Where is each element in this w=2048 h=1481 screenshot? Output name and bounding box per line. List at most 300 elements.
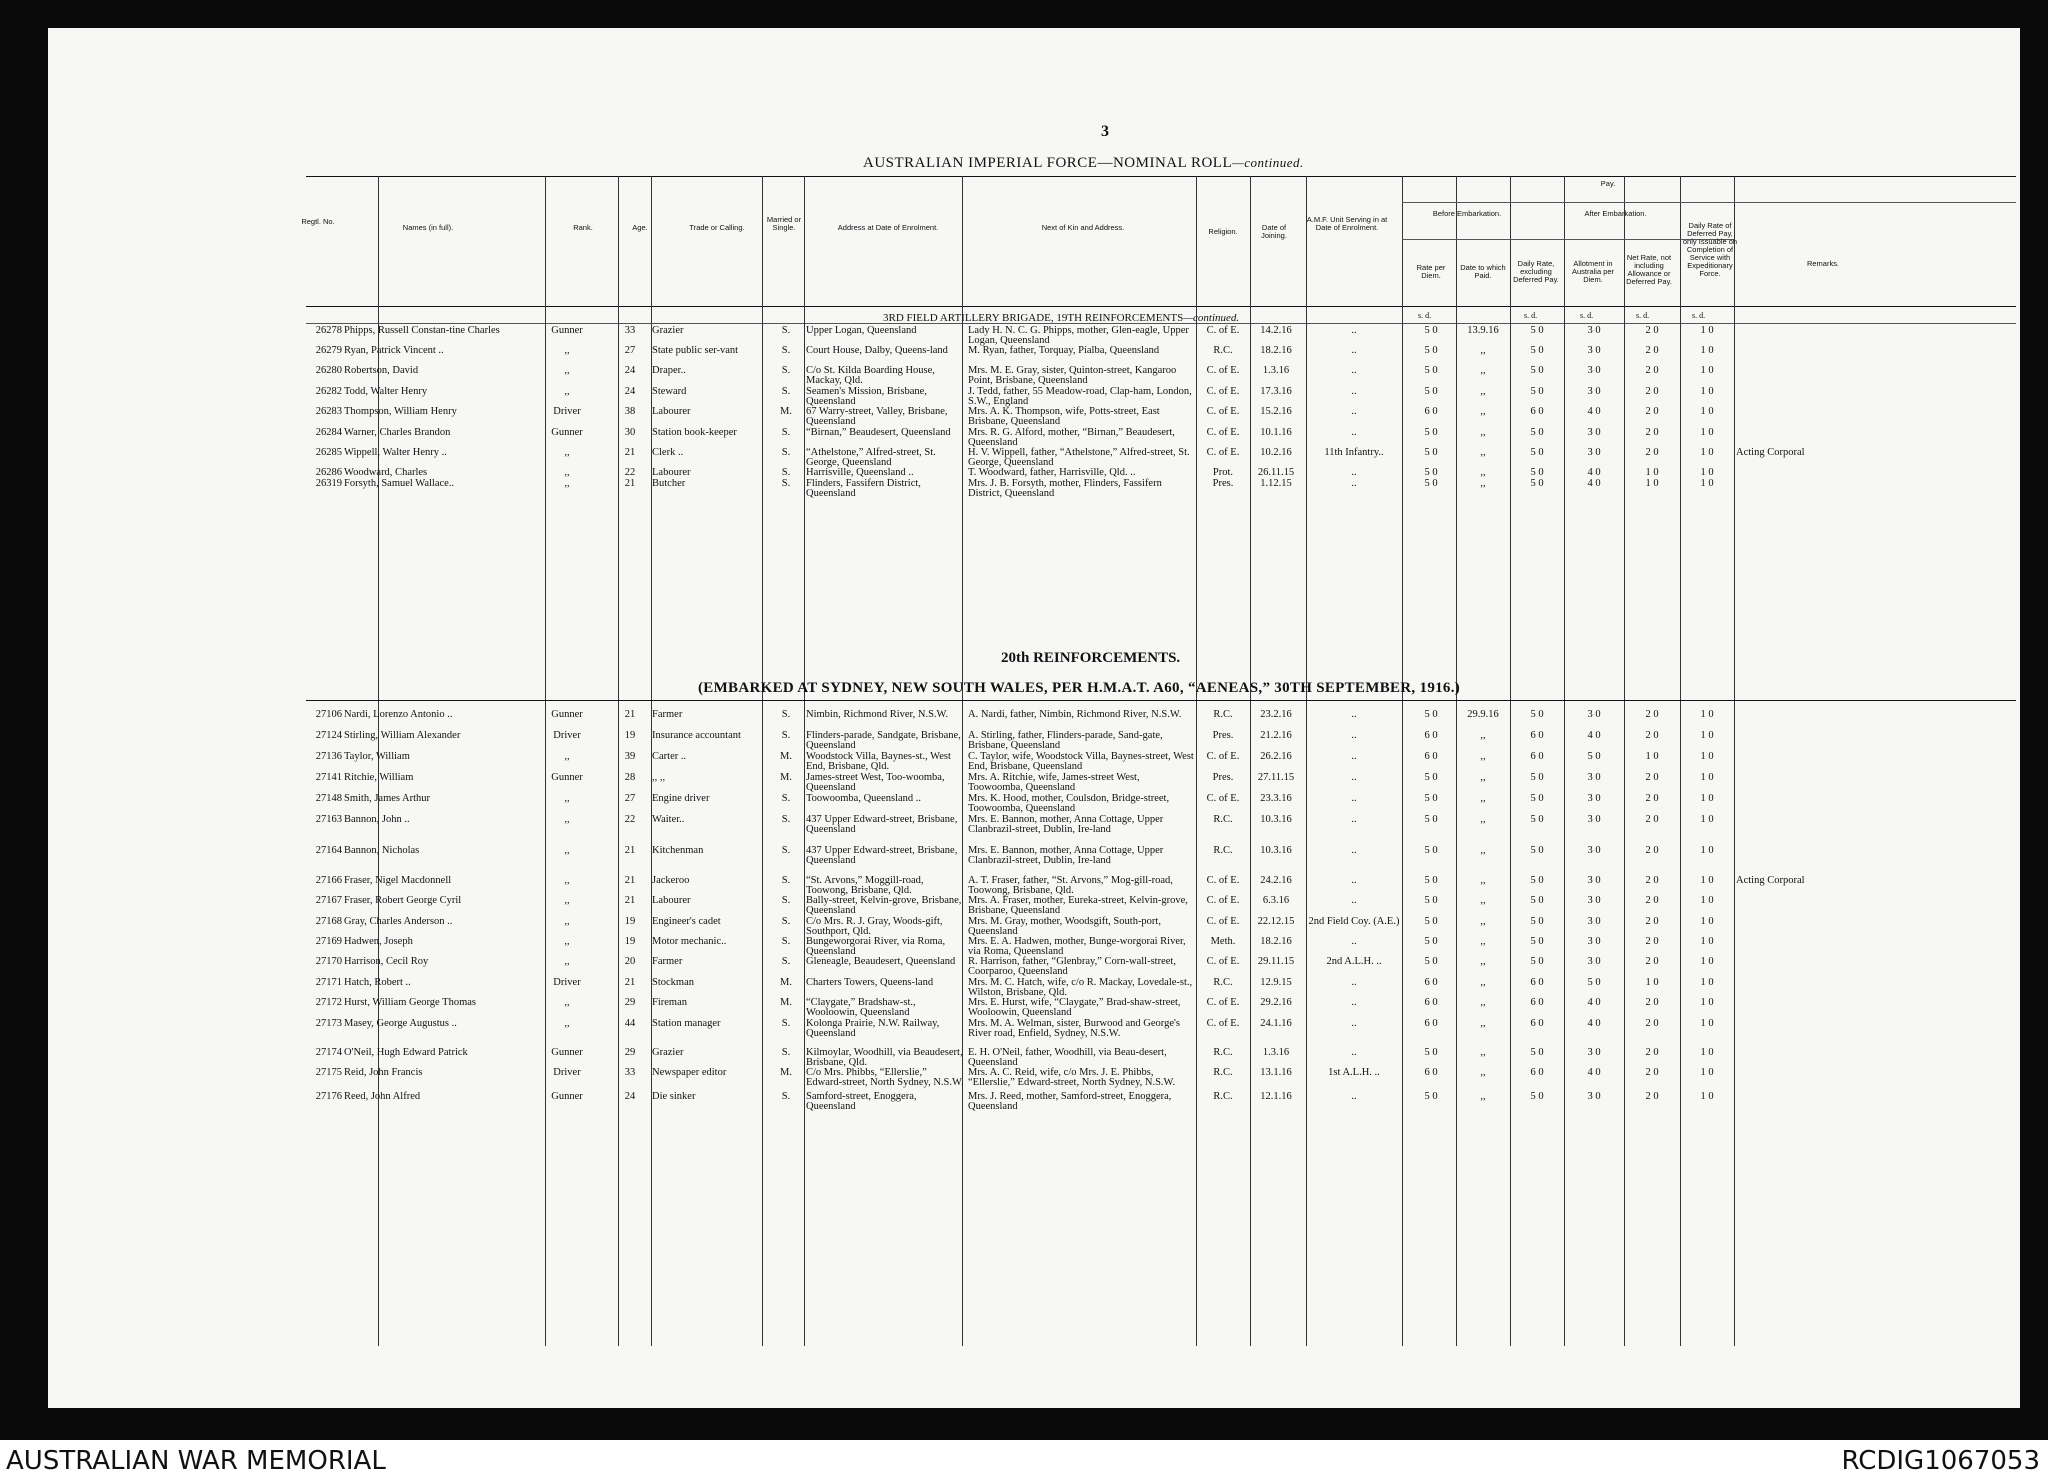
cell-paid: ,, (1480, 467, 1486, 478)
cell-addr: 437 Upper Edward-street, Brisbane, Queensland (806, 814, 958, 835)
cell-rate: 5 0 (1424, 845, 1438, 856)
cell-rate: 5 0 (1424, 814, 1438, 825)
cell-ms: S. (781, 365, 791, 376)
cell-paid: 29.9.16 (1467, 709, 1499, 720)
cell-net: 2 0 (1645, 936, 1659, 947)
cell-allot: 3 0 (1587, 365, 1601, 376)
cell-paid: ,, (1480, 772, 1486, 783)
cell-rate: 5 0 (1424, 447, 1438, 458)
cell-name: Phipps, Russell Constan-tine Charles (344, 325, 500, 336)
cell-daily: 5 0 (1530, 916, 1544, 927)
cell-daily: 6 0 (1530, 1067, 1544, 1078)
cell-rank: Driver (553, 406, 581, 417)
cell-no: 27148 (315, 793, 342, 804)
cell-paid: ,, (1480, 345, 1486, 356)
cell-addr: Seamen's Mission, Brisbane, Queensland (806, 386, 927, 407)
cell-date: 10.1.16 (1260, 427, 1292, 438)
cell-net: 2 0 (1645, 875, 1659, 886)
cell-trade: Fireman (652, 997, 687, 1008)
cell-trade: Clerk .. (652, 447, 684, 458)
cell-trade: Jackeroo (652, 875, 690, 886)
cell-daily: 5 0 (1530, 386, 1544, 397)
cell-age: 21 (624, 447, 636, 458)
cell-no: 27167 (315, 895, 342, 906)
cell-rank: Gunner (551, 1047, 583, 1058)
cell-trade: Station book-keeper (652, 427, 737, 438)
cell-rank: ,, (564, 447, 570, 458)
cell-age: 21 (624, 977, 636, 988)
col-header-regtl-no: Regtl. No. (301, 217, 335, 226)
cell-net: 2 0 (1645, 814, 1659, 825)
cell-allot: 3 0 (1587, 814, 1601, 825)
cell-allot: 3 0 (1587, 1091, 1601, 1102)
cell-paid: ,, (1480, 447, 1486, 458)
cell-date: 14.2.16 (1260, 325, 1292, 336)
cell-paid: ,, (1480, 730, 1486, 741)
cell-addr: “Athelstone,” Alfred-street, St. George, Queensland (806, 447, 936, 468)
cell-allot: 3 0 (1587, 386, 1601, 397)
cell-rel: R.C. (1213, 814, 1233, 825)
cell-unit: .. (1351, 977, 1357, 988)
cell-addr: 437 Upper Edward-street, Brisbane, Queensland (806, 845, 958, 866)
cell-name: Robertson, David (344, 365, 419, 376)
column-rule (1402, 176, 1403, 1346)
column-rule (1680, 176, 1681, 1346)
cell-allot: 3 0 (1587, 936, 1601, 947)
cell-kin: Mrs. E. A. Hadwen, mother, Bunge-worgorai River, via Roma, Queensland (968, 936, 1186, 957)
cell-ms: M. (780, 406, 792, 417)
cell-rank: ,, (564, 345, 570, 356)
cell-addr: Charters Towers, Queens-land (806, 977, 934, 988)
cell-ms: S. (781, 1018, 791, 1029)
cell-paid: ,, (1480, 1018, 1486, 1029)
cell-date: 27.11.15 (1257, 772, 1295, 783)
cell-rank: Gunner (551, 427, 583, 438)
cell-rank: Driver (553, 730, 581, 741)
cell-def: 1 0 (1700, 936, 1714, 947)
cell-kin: J. Tedd, father, 55 Meadow-road, Clap-ham, London, S.W., England (968, 386, 1192, 407)
cell-net: 2 0 (1645, 345, 1659, 356)
cell-ms: S. (781, 895, 791, 906)
cell-unit: .. (1351, 751, 1357, 762)
cell-rel: C. of E. (1206, 447, 1240, 458)
cell-date: 26.2.16 (1260, 751, 1292, 762)
cell-net: 2 0 (1645, 427, 1659, 438)
cell-allot: 5 0 (1587, 751, 1601, 762)
cell-net: 2 0 (1645, 997, 1659, 1008)
cell-name: Woodward, Charles (344, 467, 428, 478)
cell-rel: C. of E. (1206, 895, 1240, 906)
cell-ms: S. (781, 345, 791, 356)
cell-rate: 5 0 (1424, 365, 1438, 376)
cell-addr: Flinders, Fassifern District, Queensland (806, 478, 921, 499)
cell-rate: 5 0 (1424, 386, 1438, 397)
cell-daily: 5 0 (1530, 1047, 1544, 1058)
col-header-rate-per-diem: Rate per Diem. (1416, 263, 1446, 280)
cell-rel: C. of E. (1206, 365, 1240, 376)
cell-age: 20 (624, 956, 636, 967)
cell-allot: 4 0 (1587, 730, 1601, 741)
col-header-net-rate: Net Rate, not including Allowance or Deferred Pay. (1626, 253, 1672, 286)
cell-rank: Gunner (551, 325, 583, 336)
cell-rank: ,, (564, 936, 570, 947)
cell-age: 29 (624, 1047, 636, 1058)
cell-rate: 6 0 (1424, 730, 1438, 741)
cell-date: 17.3.16 (1260, 386, 1292, 397)
cell-ms: M. (780, 772, 792, 783)
cell-trade: State public ser-vant (652, 345, 739, 356)
cell-addr: C/o Mrs. R. J. Gray, Woods-gift, Southport, Qld. (806, 916, 943, 937)
section-2-rule (306, 700, 2016, 701)
cell-rate: 5 0 (1424, 1091, 1438, 1102)
cell-daily: 5 0 (1530, 936, 1544, 947)
cell-rank: ,, (564, 845, 570, 856)
cell-def: 1 0 (1700, 956, 1714, 967)
cell-unit: 2nd Field Coy. (A.E.) (1308, 916, 1400, 927)
cell-paid: ,, (1480, 751, 1486, 762)
column-rule (1624, 176, 1625, 1346)
column-rule (1456, 176, 1457, 1346)
cell-ms: S. (781, 386, 791, 397)
cell-daily: 6 0 (1530, 997, 1544, 1008)
cell-addr: Kilmoylar, Woodhill, via Beaudesert, Brisbane, Qld. (806, 1047, 963, 1068)
cell-rank: ,, (564, 1018, 570, 1029)
section-heading-20th: 20th REINFORCEMENTS. (1001, 650, 1181, 666)
cell-ms: S. (781, 427, 791, 438)
cell-date: 23.2.16 (1260, 709, 1292, 720)
cell-unit: .. (1351, 1018, 1357, 1029)
cell-ms: S. (781, 875, 791, 886)
cell-kin: Mrs. A. Ritchie, wife, James-street West, Toowoomba, Queensland (968, 772, 1140, 793)
cell-rate: 5 0 (1424, 936, 1438, 947)
cell-no: 26285 (315, 447, 342, 458)
cell-age: 27 (624, 345, 636, 356)
cell-name: Taylor, William (344, 751, 410, 762)
cell-rank: ,, (564, 956, 570, 967)
cell-rate: 5 0 (1424, 427, 1438, 438)
cell-addr: Flinders-parade, Sandgate, Brisbane, Queensland (806, 730, 961, 751)
cell-date: 12.9.15 (1260, 977, 1292, 988)
cell-allot: 4 0 (1587, 406, 1601, 417)
cell-kin: Mrs. E. Hurst, wife, “Claygate,” Brad-shaw-street, Wooloowin, Queensland (968, 997, 1181, 1018)
cell-kin: Mrs. E. Bannon, mother, Anna Cottage, Upper Clanbrazil-street, Dublin, Ire-land (968, 845, 1164, 866)
cell-kin: M. Ryan, father, Torquay, Pialba, Queensland (968, 345, 1160, 356)
cell-rate: 5 0 (1424, 793, 1438, 804)
cell-addr: Gleneagle, Beaudesert, Queensland (806, 956, 956, 967)
cell-name: O'Neil, Hugh Edward Patrick (344, 1047, 468, 1058)
cell-age: 44 (624, 1018, 636, 1029)
col-header-deferred: Daily Rate of Deferred Pay, only Issuable on Completion of Service with Expeditionary Force. (1682, 221, 1738, 278)
cell-allot: 3 0 (1587, 845, 1601, 856)
cell-daily: 5 0 (1530, 325, 1544, 336)
cell-rate: 6 0 (1424, 1067, 1438, 1078)
cell-age: 21 (624, 478, 636, 489)
col-header-address: Address at Date of Enrolment. (837, 223, 939, 232)
cell-net: 2 0 (1645, 365, 1659, 376)
cell-net: 2 0 (1645, 1091, 1659, 1102)
table-top-rule (306, 176, 2016, 177)
cell-no: 26278 (315, 325, 342, 336)
cell-ms: S. (781, 467, 791, 478)
cell-daily: 6 0 (1530, 751, 1544, 762)
cell-addr: C/o St. Kilda Boarding House, Mackay, Qld. (806, 365, 935, 386)
cell-no: 27176 (315, 1091, 342, 1102)
cell-age: 27 (624, 793, 636, 804)
col-header-names: Names (in full). (402, 223, 454, 232)
cell-trade: Die sinker (652, 1091, 696, 1102)
cell-allot: 5 0 (1587, 977, 1601, 988)
cell-date: 18.2.16 (1260, 936, 1292, 947)
cell-ms: S. (781, 1091, 791, 1102)
cell-age: 29 (624, 997, 636, 1008)
cell-unit: .. (1351, 730, 1357, 741)
cell-name: Masey, George Augustus .. (344, 1018, 457, 1029)
cell-no: 27106 (315, 709, 342, 720)
cell-unit: .. (1351, 895, 1357, 906)
cell-kin: Mrs. M. A. Welman, sister, Burwood and George's River road, Enfield, Sydney, N.S.W. (968, 1018, 1180, 1039)
cell-date: 10.2.16 (1260, 447, 1292, 458)
col-header-allotment: Allotment in Australia per Diem. (1571, 259, 1615, 284)
cell-no: 26279 (315, 345, 342, 356)
cell-daily: 5 0 (1530, 845, 1544, 856)
cell-rel: C. of E. (1206, 406, 1240, 417)
cell-trade: Station manager (652, 1018, 721, 1029)
cell-rank: ,, (564, 997, 570, 1008)
cell-daily: 5 0 (1530, 345, 1544, 356)
section-subheading-embarkation: (EMBARKED AT SYDNEY, NEW SOUTH WALES, PER H.M.A.T. A60, “AENEAS,” 30TH SEPTEMBER, 1916.) (698, 680, 1461, 696)
cell-net: 1 0 (1645, 751, 1659, 762)
cell-rate: 5 0 (1424, 467, 1438, 478)
col-header-trade: Trade or Calling. (689, 223, 745, 232)
cell-net: 2 0 (1645, 1018, 1659, 1029)
cell-daily: 6 0 (1530, 730, 1544, 741)
cell-age: 19 (624, 936, 636, 947)
cell-rank: ,, (564, 793, 570, 804)
cell-trade: Newspaper editor (652, 1067, 727, 1078)
cell-net: 2 0 (1645, 709, 1659, 720)
cell-trade: Engine driver (652, 793, 710, 804)
pay-group-rule (1402, 202, 2016, 203)
cell-rank: Driver (553, 977, 581, 988)
col-header-before-embarkation: Before Embarkation. (1432, 209, 1502, 218)
cell-name: Harrison, Cecil Roy (344, 956, 429, 967)
cell-net: 2 0 (1645, 793, 1659, 804)
cell-no: 27173 (315, 1018, 342, 1029)
cell-date: 24.2.16 (1260, 875, 1292, 886)
cell-paid: ,, (1480, 997, 1486, 1008)
cell-def: 1 0 (1700, 1091, 1714, 1102)
cell-addr: “Claygate,” Bradshaw-st., Wooloowin, Queensland (806, 997, 916, 1018)
cell-def: 1 0 (1700, 709, 1714, 720)
cell-net: 1 0 (1645, 467, 1659, 478)
cell-trade: Farmer (652, 709, 683, 720)
col-header-next-of-kin: Next of Kin and Address. (1041, 223, 1125, 232)
cell-net: 2 0 (1645, 730, 1659, 741)
cell-name: Ryan, Patrick Vincent .. (344, 345, 444, 356)
cell-def: 1 0 (1700, 447, 1714, 458)
cell-rank: ,, (564, 365, 570, 376)
cell-date: 15.2.16 (1260, 406, 1292, 417)
cell-no: 27169 (315, 936, 342, 947)
cell-rate: 5 0 (1424, 325, 1438, 336)
cell-net: 1 0 (1645, 478, 1659, 489)
section-heading-3rd-fab: 3RD FIELD ARTILLERY BRIGADE, 19TH REINFORCEMENTS—continued. (883, 312, 1240, 324)
cell-unit: .. (1351, 427, 1357, 438)
unit-label: s. d. (1418, 311, 1432, 320)
cell-kin: H. V. Wippell, father, “Athelstone,” Alfred-street, St. George, Queensland (968, 447, 1190, 468)
cell-unit: .. (1351, 814, 1357, 825)
cell-paid: ,, (1480, 1091, 1486, 1102)
cell-def: 1 0 (1700, 467, 1714, 478)
cell-allot: 3 0 (1587, 1047, 1601, 1058)
cell-trade: Butcher (652, 478, 686, 489)
cell-def: 1 0 (1700, 977, 1714, 988)
cell-paid: ,, (1480, 1067, 1486, 1078)
cell-daily: 6 0 (1530, 1018, 1544, 1029)
cell-date: 29.11.15 (1257, 956, 1295, 967)
cell-net: 2 0 (1645, 447, 1659, 458)
cell-kin: A. Stirling, father, Flinders-parade, Sand-gate, Brisbane, Queensland (968, 730, 1163, 751)
cell-name: Reid, John Francis (344, 1067, 423, 1078)
cell-date: 24.1.16 (1260, 1018, 1292, 1029)
cell-addr: C/o Mrs. Phibbs, “Ellerslie,” Edward-street, North Sydney, N.S.W. (806, 1067, 964, 1088)
cell-date: 1.3.16 (1262, 1047, 1290, 1058)
cell-net: 2 0 (1645, 772, 1659, 783)
cell-paid: ,, (1480, 1047, 1486, 1058)
cell-def: 1 0 (1700, 895, 1714, 906)
cell-def: 1 0 (1700, 730, 1714, 741)
cell-rate: 6 0 (1424, 406, 1438, 417)
cell-allot: 4 0 (1587, 467, 1601, 478)
cell-unit: .. (1351, 875, 1357, 886)
column-rule (762, 176, 763, 1346)
cell-ms: S. (781, 916, 791, 927)
cell-rel: C. of E. (1206, 386, 1240, 397)
cell-rank: ,, (564, 751, 570, 762)
cell-age: 19 (624, 916, 636, 927)
col-header-remarks: Remarks. (1806, 259, 1840, 268)
cell-rel: C. of E. (1206, 427, 1240, 438)
cell-date: 22.12.15 (1257, 916, 1295, 927)
cell-paid: ,, (1480, 936, 1486, 947)
cell-net: 2 0 (1645, 916, 1659, 927)
cell-name: Forsyth, Samuel Wallace.. (344, 478, 455, 489)
cell-rel: R.C. (1213, 1091, 1233, 1102)
cell-name: Stirling, William Alexander (344, 730, 461, 741)
cell-ms: S. (781, 709, 791, 720)
cell-ms: S. (781, 956, 791, 967)
cell-def: 1 0 (1700, 1018, 1714, 1029)
cell-paid: ,, (1480, 977, 1486, 988)
cell-allot: 3 0 (1587, 427, 1601, 438)
cell-net: 2 0 (1645, 386, 1659, 397)
cell-ms: S. (781, 325, 791, 336)
cell-no: 26286 (315, 467, 342, 478)
cell-rel: R.C. (1213, 709, 1233, 720)
cell-date: 13.1.16 (1260, 1067, 1292, 1078)
cell-rel: R.C. (1213, 345, 1233, 356)
cell-trade: Labourer (652, 467, 691, 478)
cell-rel: Pres. (1212, 478, 1234, 489)
cell-name: Ritchie, William (344, 772, 414, 783)
cell-kin: Mrs. A. K. Thompson, wife, Potts-street, East Brisbane, Queensland (968, 406, 1160, 427)
cell-unit: .. (1351, 406, 1357, 417)
cell-def: 1 0 (1700, 345, 1714, 356)
cell-addr: Upper Logan, Queensland (806, 325, 917, 336)
cell-addr: Kolonga Prairie, N.W. Railway, Queensland (806, 1018, 940, 1039)
cell-ms: M. (780, 977, 792, 988)
cell-net: 2 0 (1645, 406, 1659, 417)
cell-allot: 3 0 (1587, 325, 1601, 336)
cell-name: Fraser, Nigel Macdonnell (344, 875, 452, 886)
cell-rem: Acting Corporal (1736, 447, 1805, 458)
cell-rank: ,, (564, 875, 570, 886)
unit-label: s. d. (1692, 311, 1706, 320)
cell-def: 1 0 (1700, 845, 1714, 856)
col-header-rank: Rank. (573, 223, 593, 232)
col-header-pay: Pay. (1600, 179, 1616, 188)
cell-addr: “Birnan,” Beaudesert, Queensland (806, 427, 951, 438)
cell-paid: ,, (1480, 916, 1486, 927)
cell-rel: C. of E. (1206, 793, 1240, 804)
cell-rank: ,, (564, 478, 570, 489)
cell-addr: Samford-street, Enoggera, Queensland (806, 1091, 917, 1112)
cell-net: 1 0 (1645, 977, 1659, 988)
column-rule (1510, 176, 1511, 1346)
cell-paid: ,, (1480, 406, 1486, 417)
cell-def: 1 0 (1700, 478, 1714, 489)
cell-age: 19 (624, 730, 636, 741)
cell-age: 22 (624, 467, 636, 478)
cell-trade: Labourer (652, 406, 691, 417)
cell-trade: Labourer (652, 895, 691, 906)
cell-rate: 5 0 (1424, 1047, 1438, 1058)
cell-net: 2 0 (1645, 845, 1659, 856)
cell-def: 1 0 (1700, 325, 1714, 336)
cell-date: 10.3.16 (1260, 814, 1292, 825)
cell-net: 2 0 (1645, 1067, 1659, 1078)
cell-allot: 3 0 (1587, 895, 1601, 906)
cell-rank: Driver (553, 1067, 581, 1078)
page-title: AUSTRALIAN IMPERIAL FORCE—NOMINAL ROLL—continued. (863, 155, 1304, 171)
cell-no: 27168 (315, 916, 342, 927)
cell-kin: C. Taylor, wife, Woodstock Villa, Baynes-street, West End, Brisbane, Queensland (968, 751, 1194, 772)
cell-rel: C. of E. (1206, 325, 1240, 336)
cell-no: 27170 (315, 956, 342, 967)
cell-unit: .. (1351, 845, 1357, 856)
cell-kin: Lady H. N. C. G. Phipps, mother, Glen-eagle, Upper Logan, Queensland (968, 325, 1189, 346)
cell-paid: ,, (1480, 895, 1486, 906)
cell-def: 1 0 (1700, 1067, 1714, 1078)
cell-no: 27141 (315, 772, 342, 783)
cell-trade: Farmer (652, 956, 683, 967)
cell-name: Todd, Walter Henry (344, 386, 428, 397)
footer-id: RCDIG1067053 (1841, 1446, 2040, 1476)
unit-label: s. d. (1636, 311, 1650, 320)
cell-def: 1 0 (1700, 875, 1714, 886)
cell-unit: .. (1351, 467, 1357, 478)
cell-name: Hurst, William George Thomas (344, 997, 476, 1008)
cell-ms: S. (781, 1047, 791, 1058)
col-header-religion: Religion. (1208, 227, 1238, 236)
cell-rel: C. of E. (1206, 997, 1240, 1008)
cell-name: Smith, James Arthur (344, 793, 431, 804)
cell-age: 28 (624, 772, 636, 783)
cell-rank: ,, (564, 895, 570, 906)
cell-paid: ,, (1480, 478, 1486, 489)
cell-unit: 2nd A.L.H. .. (1326, 956, 1382, 967)
cell-rank: Gunner (551, 709, 583, 720)
